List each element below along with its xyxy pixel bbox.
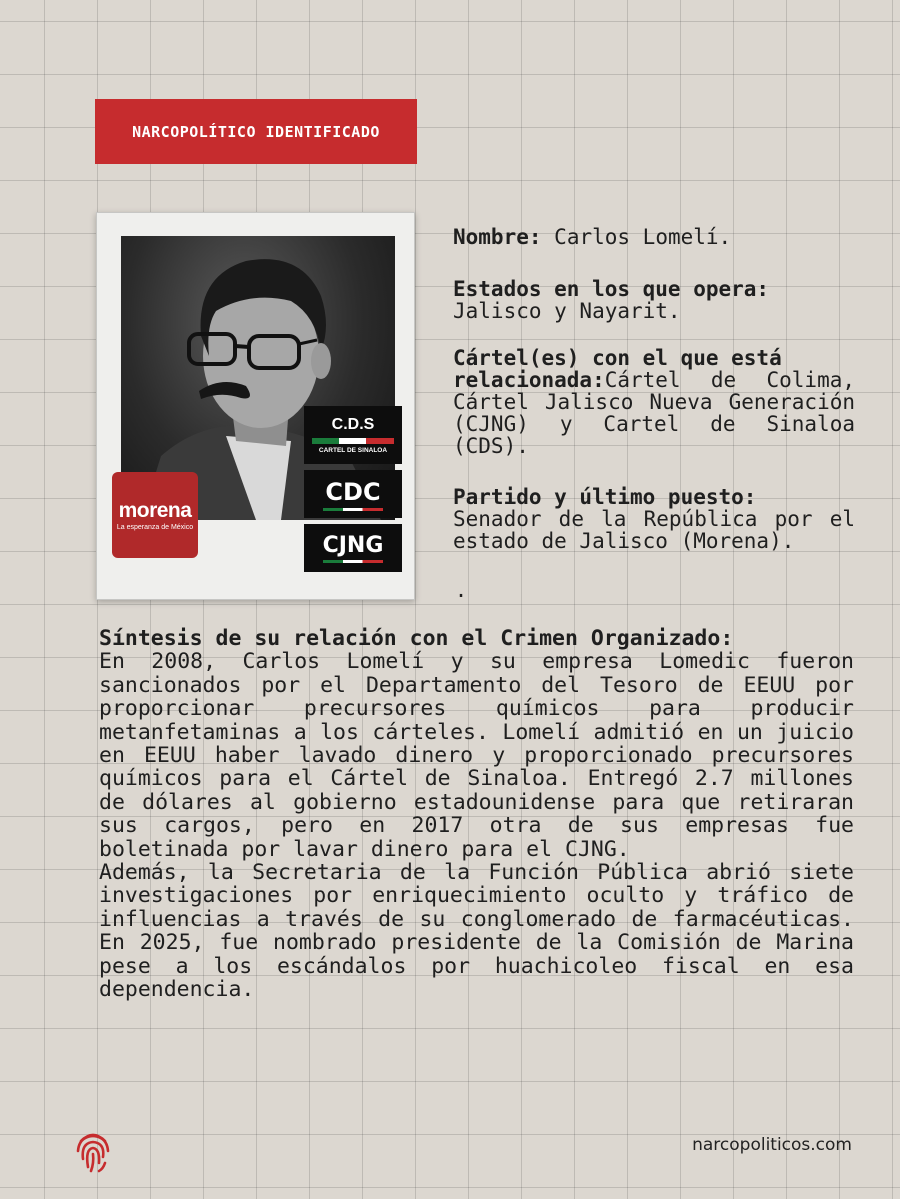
morena-logo-title: morena xyxy=(118,498,192,522)
cdc-logo xyxy=(304,470,402,518)
states-value: Jalisco y Nayarit. xyxy=(453,299,681,323)
party-field xyxy=(453,486,855,552)
states-field xyxy=(453,278,855,322)
stray-dot: . xyxy=(455,578,468,602)
cds-logo xyxy=(304,406,402,464)
party-label: Partido y último puesto: xyxy=(453,485,757,509)
fingerprint-icon xyxy=(75,1129,111,1173)
cdc-logo-title: CDC xyxy=(325,477,381,506)
cds-logo-subtitle: CARTEL DE SINALOA xyxy=(318,447,388,454)
synthesis-section xyxy=(99,627,854,1002)
cartel-label-line1: Cártel(es) con el que está xyxy=(453,346,782,370)
footer-site-link[interactable]: narcopoliticos.com xyxy=(692,1135,852,1155)
cjng-logo xyxy=(304,524,402,572)
cartel-value: Cártel de Colima, Cártel Jalisco Nueva Generación (CJNG) y Cartel de Sinaloa (CDS). xyxy=(453,368,855,458)
morena-logo-subtitle: La esperanza de México xyxy=(116,523,194,531)
cjng-logo-title: CJNG xyxy=(322,533,384,558)
photo-card xyxy=(96,212,415,600)
synthesis-paragraph-1: En 2008, Carlos Lomelí y su empresa Lomedic fueron sancionados por el Departamento del Tesoro de EEUU por proporcionar precursores químicos para producir metanfetaminas a los cárteles. Lomelí admitió en un juicio en EEUU haber lavado dinero y proporcionado precursores químicos para el Cártel de Sinaloa. Entregó 2.7 millones de dólares al gobierno estadounidense para que retiraran sus cargos, pero en 2017 otra de sus empresas fue boletinada por lavar dinero para el CJNG. xyxy=(99,649,854,862)
synthesis-paragraph-2: Además, la Secretaria de la Función Pública abrió siete investigaciones por enriquecimiento oculto y tráfico de influencias a través de su conglomerado de farmacéuticas. En 2025, fue nombrado presidente de la Comisión de Marina pese a los escándalos por huachicoleo fiscal en esa dependencia. xyxy=(99,860,854,1003)
title-banner: NARCOPOLÍTICO IDENTIFICADO xyxy=(95,99,417,164)
synthesis-heading: Síntesis de su relación con el Crimen Organizado: xyxy=(99,626,734,651)
flag-stripe xyxy=(323,560,383,563)
name-label: Nombre: xyxy=(453,225,542,249)
states-label: Estados en los que opera: xyxy=(453,277,770,301)
party-value: Senador de la República por el estado de Jalisco (Morena). xyxy=(453,507,855,553)
name-value: Carlos Lomelí. xyxy=(554,225,732,249)
cds-logo-title: C.D.S xyxy=(331,416,375,433)
flag-stripe xyxy=(312,438,394,444)
flag-stripe xyxy=(323,508,383,511)
cartel-field xyxy=(453,347,855,457)
morena-logo xyxy=(112,472,198,558)
name-field xyxy=(453,226,855,248)
cartel-label-line2: relacionada: xyxy=(453,368,605,392)
